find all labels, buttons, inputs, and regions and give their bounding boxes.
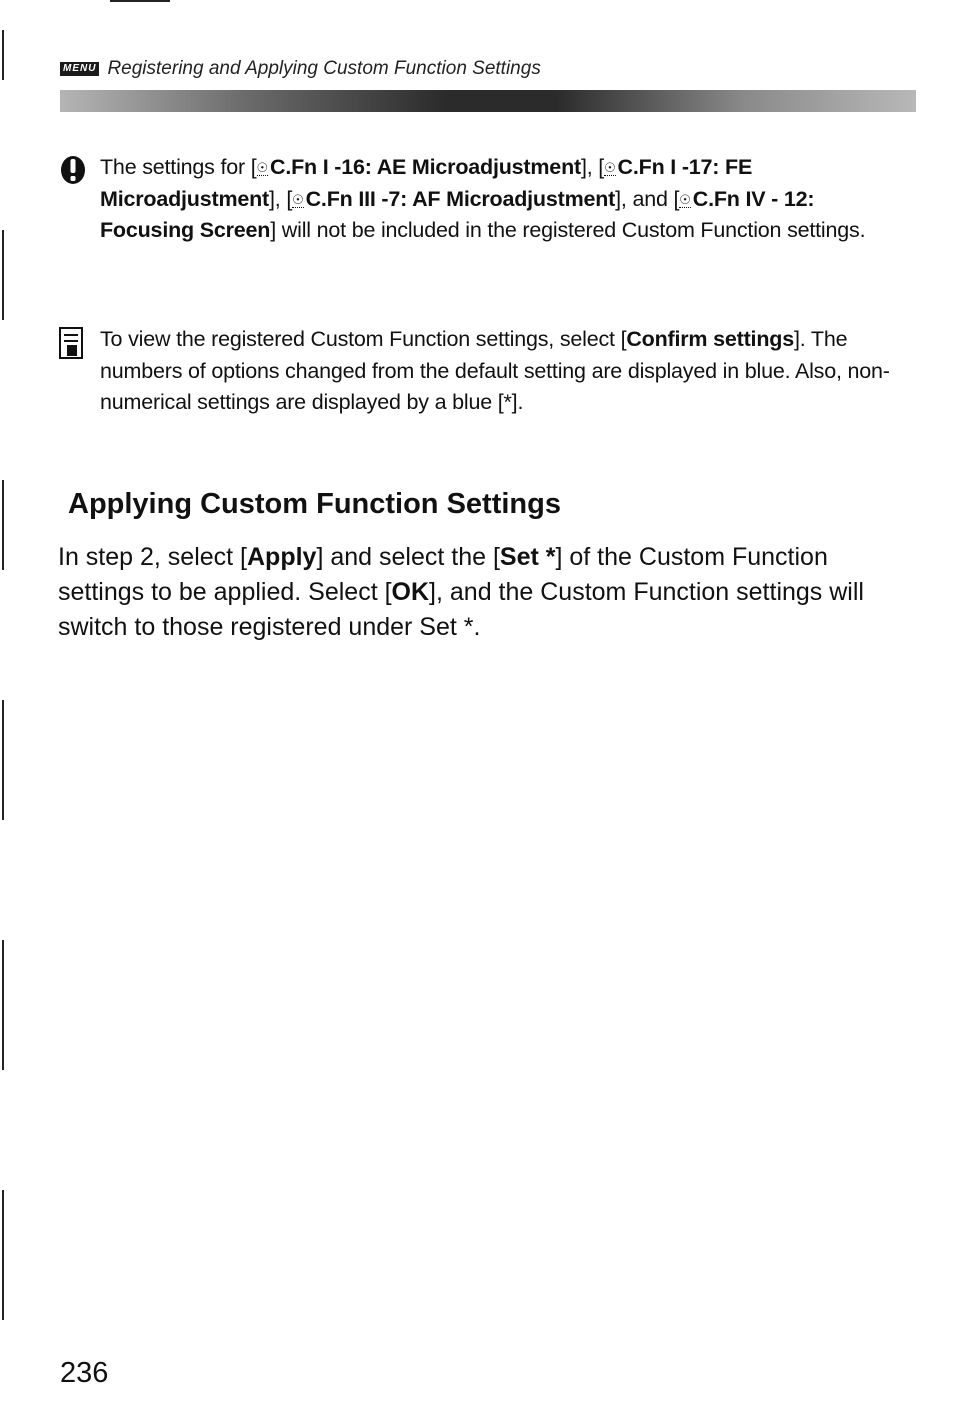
scan-edge-left xyxy=(2,480,4,570)
memo-text: To view the registered Custom Function settings, select [Confirm settings]. The numbers of options changed from the default setting are displayed in blue. Also, non-numerical settings are displayed by a blue [*]. xyxy=(100,327,890,414)
menu-icon: MENU xyxy=(60,62,99,76)
scan-edge-left xyxy=(2,230,4,320)
scan-edge-left xyxy=(2,940,4,1070)
section-title: Applying Custom Function Settings xyxy=(68,488,561,520)
camera-icon: ☉ xyxy=(604,160,616,175)
running-header xyxy=(60,58,541,80)
scan-edge-top xyxy=(110,0,170,2)
header-title: Registering and Applying Custom Function Settings xyxy=(107,58,541,79)
memo-icon xyxy=(58,326,86,367)
body-paragraph: In step 2, select [Apply] and select the [Set *] of the Custom Function settings to be applied. Select [OK], and the Custom Function settings will switch to those registered under Set *. xyxy=(58,543,864,641)
caution-text: The settings for [☉C.Fn I -16: AE Microadjustment], [☉C.Fn I -17: FE Microadjustment], [☉C.Fn III -7: AF Microadjustment], and [☉C.Fn IV - 12: Focusing Screen] will not be included in the registered Custom Function settings. xyxy=(100,155,866,242)
page-number: 236 xyxy=(60,1357,109,1389)
camera-icon: ☉ xyxy=(679,191,691,207)
header-bar xyxy=(60,90,916,112)
caution-note xyxy=(58,152,908,247)
caution-icon xyxy=(58,154,88,191)
camera-icon: ☉ xyxy=(256,160,268,175)
camera-icon: ☉ xyxy=(292,191,304,207)
memo-note xyxy=(58,324,908,419)
scan-edge-left xyxy=(2,700,4,820)
scan-edge-left xyxy=(2,1190,4,1320)
scan-edge-left xyxy=(2,30,4,80)
